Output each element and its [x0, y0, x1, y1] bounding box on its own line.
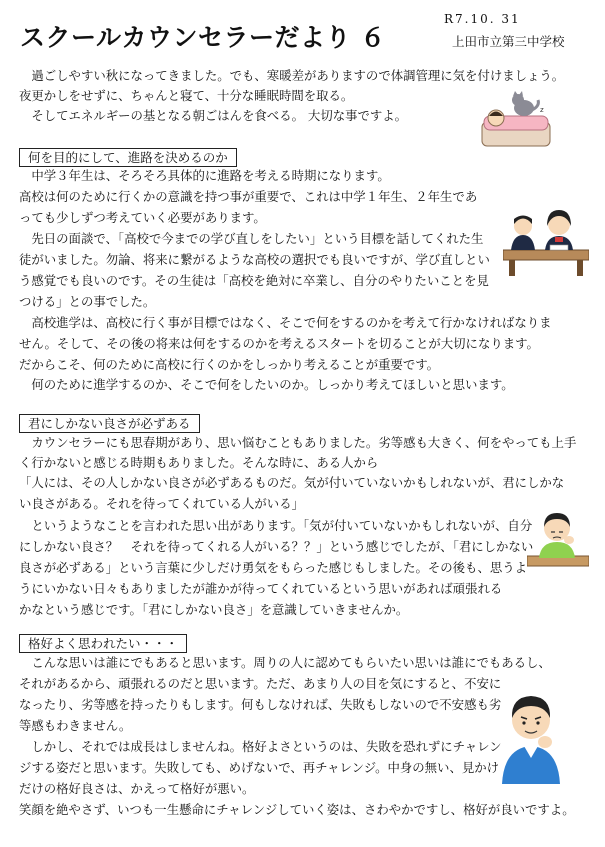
body-line: にしかない良さ？ それを待ってくれる人がいる？？」という感じでしたが、「君にしかない: [19, 539, 534, 554]
body-line: う感覚でも良いのです。その生徒は「高校を絶対に卒業し、自分のやりたいことを見: [19, 273, 489, 288]
body-line: 中学３年生は、そろそろ具体的に進路を考える時期になります。: [19, 168, 390, 183]
body-line: 先日の面談で、「高校で今までの学び直しをしたい」という目標を話してくれた生: [19, 231, 484, 246]
body-line: だけの格好良さは、かえって格好が悪い。: [19, 781, 255, 796]
body-line: 「人には、その人しかない良さが必ずあるものだ。気が付いていないかもしれないが、君にしかな: [19, 475, 565, 490]
body-line: 笑顔を絶やさず、いつも一生懸命にチャレンジしていく姿は、さわやかですし、格好が良いですよ。: [19, 802, 575, 817]
students-studying-illustration: [503, 204, 589, 278]
intro-line: そしてエネルギーの基となる朝ごはんを食べる。 大切な事ですよ。: [19, 108, 408, 123]
sleeping-cat-illustration: [480, 88, 552, 150]
issue-date: R7.10. 31: [444, 12, 521, 26]
body-line: ジする姿だと思います。失敗しても、めげないで、再チャレンジ。中身の無い、見かけ: [19, 760, 500, 775]
body-line: い良さがある。それを待ってくれている人がいる」: [19, 496, 304, 511]
body-line: 徒がいました。勿論、将来に繋がるような高校の選択でも良いですが、学び直しとい: [19, 252, 490, 267]
body-line: うにいかない日々もありましたが誰かが待ってくれているという思いがあれば頑張れる: [19, 581, 503, 596]
body-line: 高校は何のために行くかの意識を持つ事が重要で、これは中学１年生、２年生であ: [19, 189, 478, 204]
body-line: しかし、それでは成長はしませんね。格好よさというのは、失敗を恐れずにチャレン: [19, 739, 502, 754]
section-heading-career: 何を目的にして、進路を決めるのか: [19, 148, 237, 167]
intro-line: 夜更かしをせずに、ちゃんと寝て、十分な睡眠時間を取る。: [19, 88, 354, 103]
body-line: 良さが必ずある」という言葉に少しだけ勇気をもらった感じもしました。その後も、思うよ: [19, 560, 528, 575]
section-heading-looking-cool: 格好よく思われたい・・・: [19, 634, 187, 653]
body-line: こんな思いは誰にでもあると思います。周りの人に認めてもらいたい思いは誰にでもあるし、: [19, 655, 551, 670]
page-title: スクールカウンセラーだより ６: [20, 23, 386, 52]
body-line: なったり、劣等感を持ったりもします。何もしなければ、失敗もしないので不安感も劣: [19, 697, 502, 712]
body-line: かなという感じです。「君にしかない良さ」を意識していきませんか。: [19, 602, 409, 617]
body-line: 等感もわきません。: [19, 718, 132, 733]
body-line: カウンセラーにも思春期があり、思い悩むこともありました。劣等感も大きく、何をやっても上手: [19, 435, 577, 450]
body-line: つける」との事でした。: [19, 294, 156, 309]
school-name: 上田市立第三中学校: [452, 34, 565, 49]
thinking-boy-illustration: [527, 508, 589, 572]
body-line: せん。そして、その後の将来は何をするのかを考えるスタートを切ることが大切になります。: [19, 336, 539, 351]
svg-text:z: z: [540, 106, 544, 114]
body-line: く行かないと感じる時期もありました。そんな時に、ある人から: [19, 455, 379, 470]
confident-boy-illustration: [494, 684, 568, 784]
body-line: それがあるから、頑張れるのだと思います。ただ、あまり人の目を気にすると、不安に: [19, 676, 502, 691]
body-line: だからこそ、何のために高校に行くのかをしっかり考えることが重要です。: [19, 357, 440, 372]
intro-line: 過ごしやすい秋になってきました。でも、寒暖差がありますので体調管理に気を付けましょう。: [19, 68, 565, 83]
body-line: というようなことを言われた思い出があります。「気が付いていないかもしれないが、自分: [19, 518, 533, 533]
body-line: 高校進学は、高校に行く事が目標ではなく、そこで何をするのかを考えて行かなければなりま: [19, 315, 552, 330]
body-line: 何のために進学するのか、そこで何をしたいのか。しっかり考えてほしいと思います。: [19, 377, 514, 392]
body-line: っても少しずつ考えていく必要があります。: [19, 210, 266, 225]
section-heading-strengths: 君にしかない良さが必ずある: [19, 414, 200, 433]
